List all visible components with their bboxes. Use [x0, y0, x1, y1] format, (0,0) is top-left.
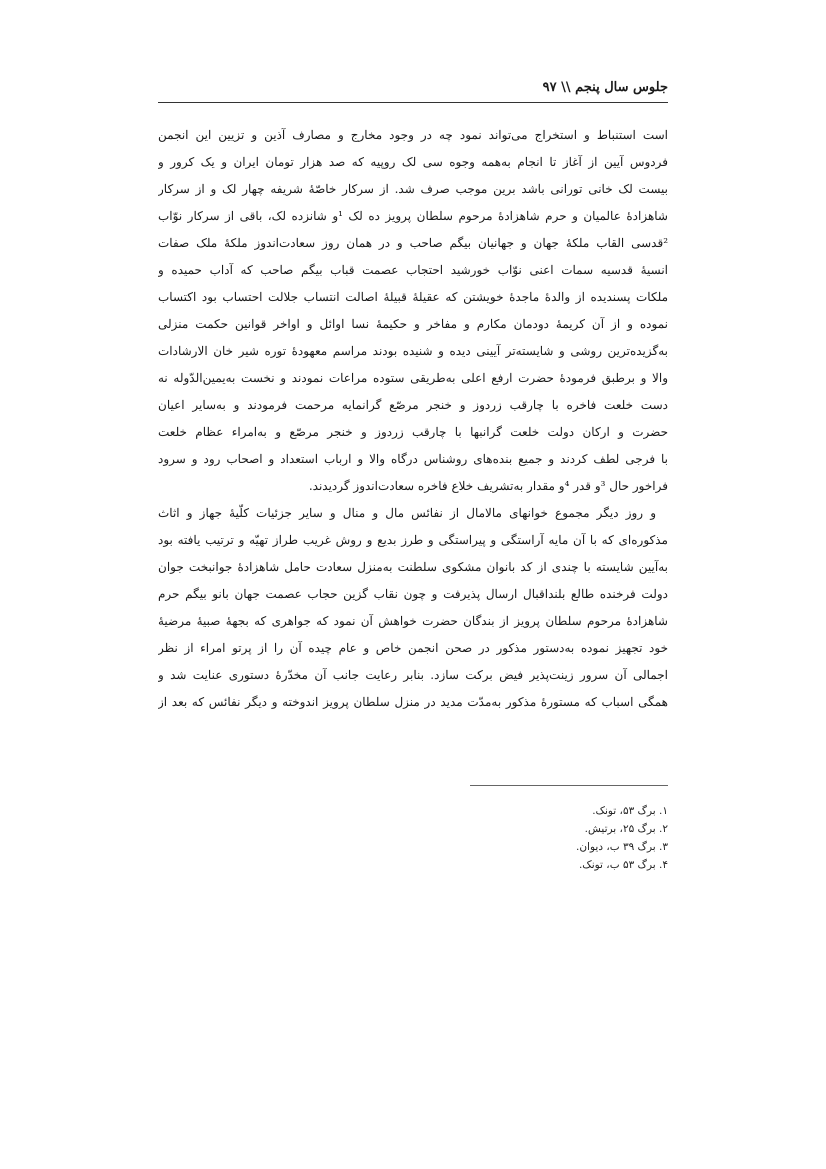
text-line: مذکوره‌ای که با آن مایه آراستگی و پیراستگی و طرز بدیع و روش غریب طراز تهیّه و ترتیب یافته بود [158, 533, 668, 547]
footnote-rule [470, 785, 668, 786]
text-line: به‌آیین شایسته با چندی از کد بانوان مشکوی سلطنت به‌منزل سعادت حامل شاهزادهٔ جوانبخت جوان [158, 560, 668, 574]
text-line: دست خلعت فاخره با چارقب زردوز و خنجر مرصّع گرانمایه مرحمت فرمودند و به‌سایر اعیان [158, 398, 668, 412]
footnotes [576, 802, 668, 874]
paragraph-2 [158, 500, 668, 716]
body-text [158, 122, 668, 716]
text-line: فردوس آیین از آغاز تا انجام به‌همه وجوه سی لک روپیه که صد هزار تومان ایران و یک کرور و [158, 155, 668, 169]
text-line: والا و برطبق فرمودهٔ حضرت ارفع اعلی به‌طریقی ستوده مراعات نمودند و نخست به‌یمین‌الدّوله نه [158, 371, 668, 385]
running-header [158, 78, 668, 102]
header-rule [158, 102, 668, 103]
text-line: است استنباط و استخراج می‌تواند نمود چه در وجود مخارج و مصارف آذین و تزیین این انجمن [158, 128, 668, 142]
header-title: جلوس سال پنجم \\ ۹۷ [542, 80, 668, 95]
text-line: انسیهٔ قدسیه سمات اعنی نوّاب خورشید احتجاب عصمت قباب بیگم صاحب که آداب حمیده و [158, 263, 668, 277]
text-line: بیست لک خانی تورانی باشد برین موجب صرف شد. از سرکار خاصّهٔ شریفه چهار لک و از سرکار [158, 182, 668, 196]
text-line: ملکات پسندیده از والدهٔ ماجدهٔ خویشتن که عقیلهٔ قبیلهٔ اصالت انتساب جلالت احتساب بود اکتساب [158, 290, 668, 304]
footnote-item: ۱. برگ ۵۳، تونک. [592, 805, 668, 817]
text-line: و روز دیگر مجموع خوانهای مالامال از نفائس مال و منال و سایر جزئیات کلّیهٔ جهاز و اثاث [158, 506, 656, 520]
text-line: با فرجی لطف کردند و جمیع بنده‌های روشناس درگاه والا و ارباب استعداد و اصحاب رود و سرود [158, 452, 668, 466]
paragraph-1 [158, 122, 668, 500]
text-line: به‌گزیده‌ترین روشی و شایسته‌تر آیینی دیده و شنیده بودند مراسم معهودهٔ توره شیر خان الارشادات [158, 344, 668, 358]
footnote-item: ۳. برگ ۳۹ ب، دیوان. [576, 841, 668, 853]
footnote-item: ۲. برگ ۲۵، برتیش. [584, 823, 668, 835]
text-line: شاهزادهٔ عالمیان و حرم شاهزادهٔ مرحوم سلطان پرویز ده لک ¹و شانزده لک، باقی از سرکار نوّاب [158, 209, 668, 223]
text-line: نموده و از آن کریمهٔ دودمان مکارم و مفاخر و حکیمهٔ نسا اوائل و اواخر قوانین حکمت منزلی [158, 317, 668, 331]
text-line: اجمالی آن سرور زینت‌پذیر فیض برکت سازد. بنابر رعایت جانب آن مخدّرهٔ دستوری عنایت شد و [158, 668, 668, 682]
text-line: دولت فرخنده طالع بلنداقبال ارسال پذیرفت و چون نقاب گزین حجاب عصمت جهان بانو بیگم حرم [158, 587, 668, 601]
text-line: ²قدسی القاب ملکهٔ جهان و جهانیان بیگم صاحب و در همان روز سعادت‌اندوز ملکهٔ ملک صفات [158, 236, 668, 250]
text-line: حضرت و ارکان دولت خلعت گرانبها با چارقب زردوز و خنجر مرصّع و به‌امراء عظام خلعت [158, 425, 668, 439]
text-line: شاهزادهٔ مرحوم سلطان پرویز از بندگان حضرت خواهش آن نمود که جواهری که بجههٔ صبیهٔ مرضیهٔ [158, 614, 668, 628]
text-line: خود تجهیز نموده به‌دستور مذکور در صحن انجمن خاص و عام چیده آن را از پرتو امراء از نظر [158, 641, 668, 655]
footnote-item: ۴. برگ ۵۳ ب، تونک. [578, 859, 668, 871]
text-line: همگی اسباب که مستورهٔ مذکور به‌مدّت مدید در منزل سلطان پرویز اندوخته و دیگر نفائس که بعد از [158, 695, 668, 709]
text-line: فراخور حال ³و قدر ⁴و مقدار به‌تشریف خلاع فاخره سعادت‌اندوز گردیدند. [308, 479, 668, 493]
